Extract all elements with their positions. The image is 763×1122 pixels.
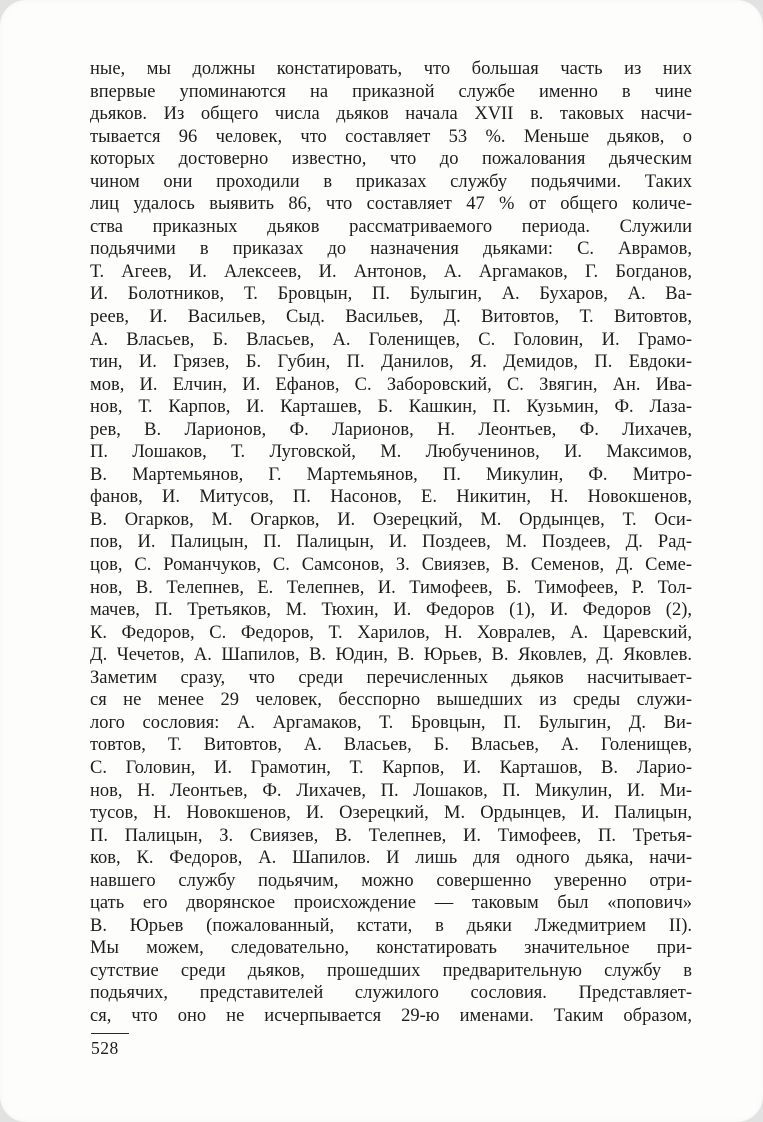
text-line: ков, К. Федоров, А. Шапилов. И лишь для одного дьяка, начи- [90, 848, 692, 869]
text-line: И. Болотников, Т. Бровцын, П. Булыгин, А. Бухаров, А. Ва- [90, 284, 692, 305]
text-line: В. Юрьев (пожалованный, кстати, в дьяки Лжедмитрием II). [90, 915, 692, 936]
text-line: Д. Чечетов, А. Шапилов, В. Юдин, В. Юрьев, В. Яковлев, Д. Яковлев. [90, 645, 692, 666]
text-line: рев, В. Ларионов, Ф. Ларионов, Н. Леонтьев, Ф. Лихачев, [90, 419, 692, 440]
text-line: впервые упоминаются на приказной службе именно в чине [90, 81, 692, 102]
text-line: тин, И. Грязев, Б. Губин, П. Данилов, Я. Демидов, П. Евдоки- [90, 352, 692, 373]
text-line: Т. Агеев, И. Алексеев, И. Антонов, А. Аргамаков, Г. Богданов, [90, 261, 692, 282]
text-line: которых достоверно известно, что до пожалования дьяческим [90, 149, 692, 170]
text-line: В. Огарков, М. Огарков, И. Озерецкий, М. Ордынцев, Т. Оси- [90, 509, 692, 530]
text-line: пов, И. Палицын, П. Палицын, И. Поздеев, М. Поздеев, Д. Рад- [90, 532, 692, 553]
text-line: нов, Т. Карпов, И. Карташев, Б. Кашкин, П. Кузьмин, Ф. Лаза- [90, 397, 692, 418]
text-line: фанов, И. Митусов, П. Насонов, Е. Никитин, Н. Новокшенов, [90, 487, 692, 508]
text-line: подьячих, представителей служилого сословия. Представляет- [90, 983, 692, 1004]
text-line: тусов, Н. Новокшенов, И. Озерецкий, М. Ордынцев, И. Палицын, [90, 803, 692, 824]
text-line: сутствие среди дьяков, прошедших предварительную службу в [90, 960, 692, 981]
page-number-rule [91, 1033, 129, 1034]
text-line: ся не менее 29 человек, бесспорно вышедших из среды служи- [90, 690, 692, 711]
text-line: товтов, Т. Витовтов, А. Власьев, Б. Власьев, А. Голенищев, [90, 735, 692, 756]
text-line: чином они проходили в приказах службу подьячими. Таких [90, 171, 692, 192]
text-line: мачев, П. Третьяков, М. Тюхин, И. Федоров (1), И. Федоров (2), [90, 600, 692, 621]
text-line: ся, что оно не исчерпывается 29-ю именами. Таким образом, [90, 1005, 692, 1026]
text-line: лиц удалось выявить 86, что составляет 47 % от общего количе- [90, 194, 692, 215]
text-line: навшего службу подьячим, можно совершенно уверенно отри- [90, 870, 692, 891]
page-number: 528 [91, 1038, 119, 1058]
body-text [90, 58, 692, 1028]
text-line: А. Власьев, Б. Власьев, А. Голенищев, С. Головин, И. Грамо- [90, 329, 692, 350]
text-line: лого сословия: А. Аргамаков, Т. Бровцын, П. Булыгин, Д. Ви- [90, 712, 692, 733]
text-line: реев, И. Васильев, Сыд. Васильев, Д. Витовтов, Т. Витовтов, [90, 307, 692, 328]
text-line: мов, И. Елчин, И. Ефанов, С. Заборовский, С. Звягин, Ан. Ива- [90, 374, 692, 395]
text-line: нов, Н. Леонтьев, Ф. Лихачев, П. Лошаков, П. Микулин, И. Ми- [90, 780, 692, 801]
text-line: нов, В. Телепнев, Е. Телепнев, И. Тимофеев, Б. Тимофеев, Р. Тол- [90, 577, 692, 598]
text-line: Мы можем, следовательно, констатировать значительное при- [90, 938, 692, 959]
text-line: цов, С. Романчуков, С. Самсонов, З. Свиязев, В. Семенов, Д. Семе- [90, 555, 692, 576]
text-line: дьяков. Из общего числа дьяков начала XVII в. таковых насчи- [90, 104, 692, 125]
text-line: В. Мартемьянов, Г. Мартемьянов, П. Микулин, Ф. Митро- [90, 464, 692, 485]
text-line: ные, мы должны констатировать, что большая часть из них [90, 59, 692, 79]
text-line: С. Головин, И. Грамотин, Т. Карпов, И. Карташов, В. Ларио- [90, 757, 692, 778]
text-line: подьячими в приказах до назначения дьяками: С. Аврамов, [90, 239, 692, 260]
text-line: цать его дворянское происхождение — таковым был «попович» [90, 893, 692, 914]
text-line: ства приказных дьяков рассматриваемого периода. Служили [90, 216, 692, 237]
text-line: П. Лошаков, Т. Луговской, М. Любученинов, И. Максимов, [90, 442, 692, 463]
text-line: Заметим сразу, что среди перечисленных дьяков насчитывает- [90, 667, 692, 688]
text-line: тывается 96 человек, что составляет 53 %. Меньше дьяков, о [90, 126, 692, 147]
page-footer [91, 1033, 129, 1059]
text-line: П. Палицын, З. Свиязев, В. Телепнев, И. Тимофеев, П. Третья- [90, 825, 692, 846]
text-line: К. Федоров, С. Федоров, Т. Харилов, Н. Ховралев, А. Царевский, [90, 622, 692, 643]
